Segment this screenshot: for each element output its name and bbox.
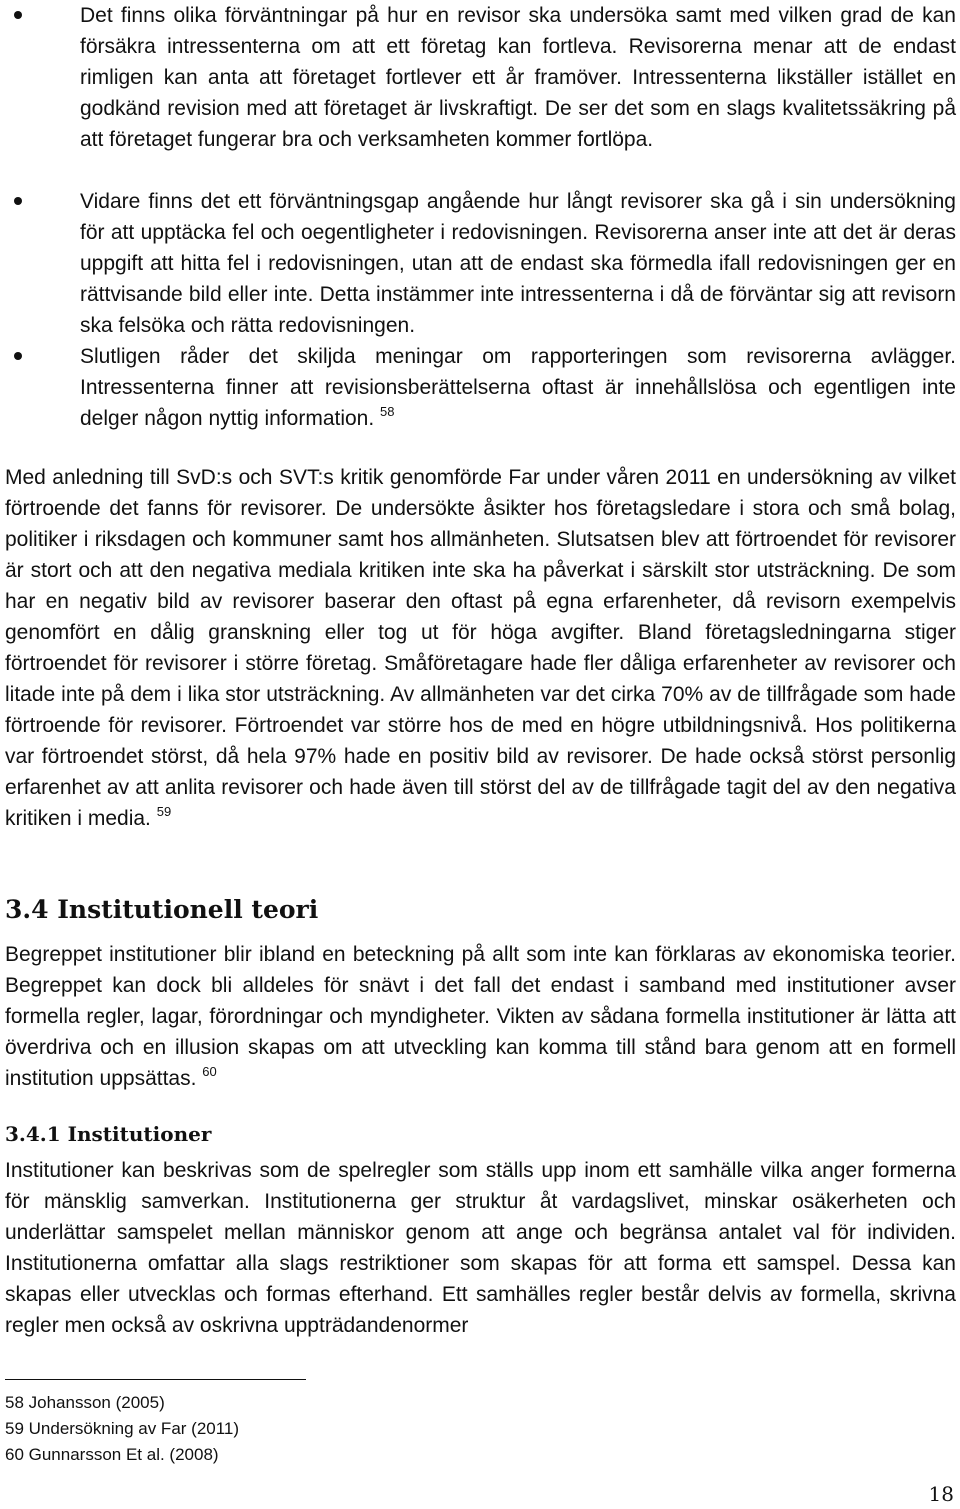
section-heading: 3.4 Institutionell teori <box>5 895 319 924</box>
paragraph-text: Begreppet institutioner blir ibland en beteckning på allt som inte kan förklaras av ekonomiska teorier. Begreppet kan dock bli alldeles för snävt i det fall det endast i samband med institutioner avser formella regler, lagar, förordningar och myndigheter. Vikten av sådana formella institutioner är lätta att överdriva och en illusion skapas om att utveckling kan komma till stånd bara genom att en formell institution uppsättas. <box>5 943 956 1090</box>
footnote-divider <box>5 1379 306 1380</box>
footnote: 58 Johansson (2005) <box>5 1393 165 1412</box>
list-item <box>80 186 956 341</box>
bullet-icon <box>14 352 22 360</box>
list-item <box>80 341 956 434</box>
footnote-ref: 59 <box>156 804 172 819</box>
paragraph-institutional-theory <box>5 939 956 1094</box>
paragraph-institutions <box>5 1155 956 1341</box>
list-item-text: Det finns olika förväntningar på hur en revisor ska undersöka samt med vilken grad de kan försäkra intressenterna om att ett företag kan fortleva. Revisorerna menar att de endast rimligen kan anta att företaget fortlever ett år framöver. Intressenterna likställer istället en godkänd revision med att företaget är livskraftigt. De ser det som en slags kvalitetssäkring på att företaget fungerar bra och verksamheten kommer fortlöpa. <box>80 4 956 151</box>
list-item-text: Vidare finns det ett förväntningsgap angående hur långt revisorer ska gå i sin undersökning för att upptäcka fel och oegentligheter i redovisningen. Revisorerna anser inte att det är deras uppgift att hitta fel i redovisningen, utan att de endast ska förmedla ifall redovisningen ger en rättvisande bild eller inte. Detta instämmer inte intressenterna i då de förväntar sig att revisorn ska felsöka och rätta redovisningen. <box>80 190 956 337</box>
paragraph-text: Med anledning till SvD:s och SVT:s kritik genomförde Far under våren 2011 en undersökning av vilket förtroende det fanns för revisorer. De undersökte åsikter hos företagsledare i stora och små bolag, politiker i riksdagen och kommuner samt hos allmänheten. Slutsatsen blev att förtroendet för revisorer är stort och att den negativa mediala kritiken inte ska ha påverkat i särskilt stor utsträckning. De som har en negativ bild av revisorer baserar den oftast på egna erfarenheter, då revisorn exempelvis genomfört en dålig granskning eller tog ut för höga avgifter. Bland företagsledningarna stiger förtroendet för revisorer i större företag. Småföretagare hade fler dåliga erfarenheter av revisorer och litade inte på dem i lika stor utsträckning. Av allmänheten var det cirka 70% av de tillfrågade som hade förtroende för revisorer. Förtroendet var större hos de med en högre utbildningsnivå. Hos politikerna var förtroendet störst, då hela 97% hade en positiv bild av revisorer. De hade också störst personlig erfarenhet av att anlita revisorer och hade även till störst del av de tillfrågade tagit del av den negativa kritiken i media. <box>5 466 956 830</box>
list-item-text: Slutligen råder det skiljda meningar om rapporteringen som revisorerna avlägger. Intressenterna finner att revisionsberättelserna oftast är innehållslösa och egentligen inte delger någon nyttig information. <box>80 345 956 430</box>
bullet-icon <box>14 11 22 19</box>
list-item <box>80 0 956 155</box>
paragraph-far-survey <box>5 462 956 834</box>
footnotes-list <box>5 1390 239 1468</box>
page-number: 18 <box>928 1482 954 1506</box>
footnote: 59 Undersökning av Far (2011) <box>5 1419 240 1438</box>
footnote: 60 Gunnarsson Et al. (2008) <box>5 1445 219 1464</box>
paragraph-text: Institutioner kan beskrivas som de spelregler som ställs upp inom ett samhälle vilka anger formerna för mänsklig samverkan. Institutionerna ger struktur åt vardagslivet, minskar osäkerheten och underlättar samspelet mellan människor genom att ange och begränsa antalet val för individen. Institutionerna omfattar alla slags restriktioner som skapas för att forma ett samspel. Dessa kan skapas eller utvecklas och formas efterhand. Ett samhälles regler består delvis av formella, skrivna regler men också av oskrivna uppträdandenormer <box>5 1159 956 1337</box>
bullet-icon <box>14 197 22 205</box>
subsection-heading: 3.4.1 Institutioner <box>5 1122 212 1146</box>
footnote-ref: 60 <box>202 1064 217 1079</box>
footnote-ref: 58 <box>380 404 395 419</box>
